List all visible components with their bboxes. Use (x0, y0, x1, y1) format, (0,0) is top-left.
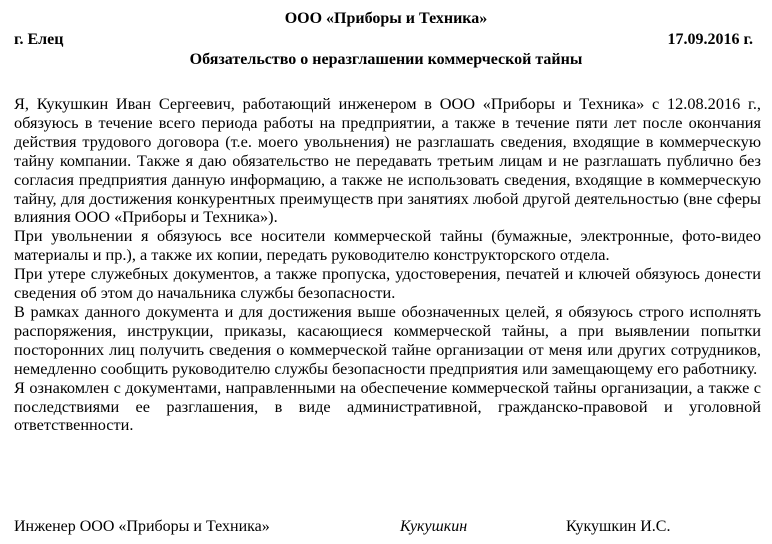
signer-name: Кукушкин И.С. (566, 518, 671, 535)
document-title: Обязательство о неразглашении коммерческой тайны (189, 51, 583, 68)
organization-name: ООО «Приборы и Техника» (284, 10, 488, 27)
paragraph-4: В рамках данного документа и для достижения выше обозначенных целей, я обязуюсь строго исполнять распоряжения, инструкции, приказы, касающиеся коммерческой тайны, а при выявлении попытки посторонних лиц получить сведения о коммерческой тайне организации от меня или других сотрудников, немедленно сообщить руководителю службы безопасности предприятия или замещающему его работнику. (14, 301, 761, 378)
handwritten-signature: Кукушкин (400, 518, 468, 535)
paragraph-2: При увольнении я обязуюсь все носители коммерческой тайны (бумажные, электронные, фото-видео материалы и пр.), а также их копии, передать руководителю конструкторского отдела. (14, 226, 761, 265)
document-body (14, 95, 761, 435)
signer-position: Инженер ООО «Приборы и Техника» (14, 518, 270, 535)
paragraph-3: При утере служебных документов, а также пропуска, удостоверения, печатей и ключей обязуюсь донести сведения об этом до начальника службы безопасности. (14, 264, 761, 303)
document-city: г. Елец (14, 31, 64, 48)
paragraph-5: Я ознакомлен с документами, направленными на обеспечение коммерческой тайны организации, а также с последствиями ее разглашения, в виде административной, гражданско-правовой и уголовной ответственности. (14, 377, 761, 435)
paragraph-1: Я, Кукушкин Иван Сергеевич, работающий инженером в ООО «Приборы и Техника» с 12.08.2016 г., обязуюсь в течение всего периода работы на предприятии, а также в течение пяти лет после окончания действия трудового договора (т.е. моего увольнения) не разглашать сведения, входящие в коммерческую тайну компании. Также я даю обязательство не передавать третьим лицам и не разглашать публично без согласия предприятия данную информацию, а также не использовать сведения, входящие в коммерческую тайну, для достижения конкурентных преимуществ при занятиях любой другой деятельностью (вне сферы влияния ООО «Приборы и Техника»). (14, 94, 761, 227)
document-date: 17.09.2016 г. (667, 31, 753, 48)
